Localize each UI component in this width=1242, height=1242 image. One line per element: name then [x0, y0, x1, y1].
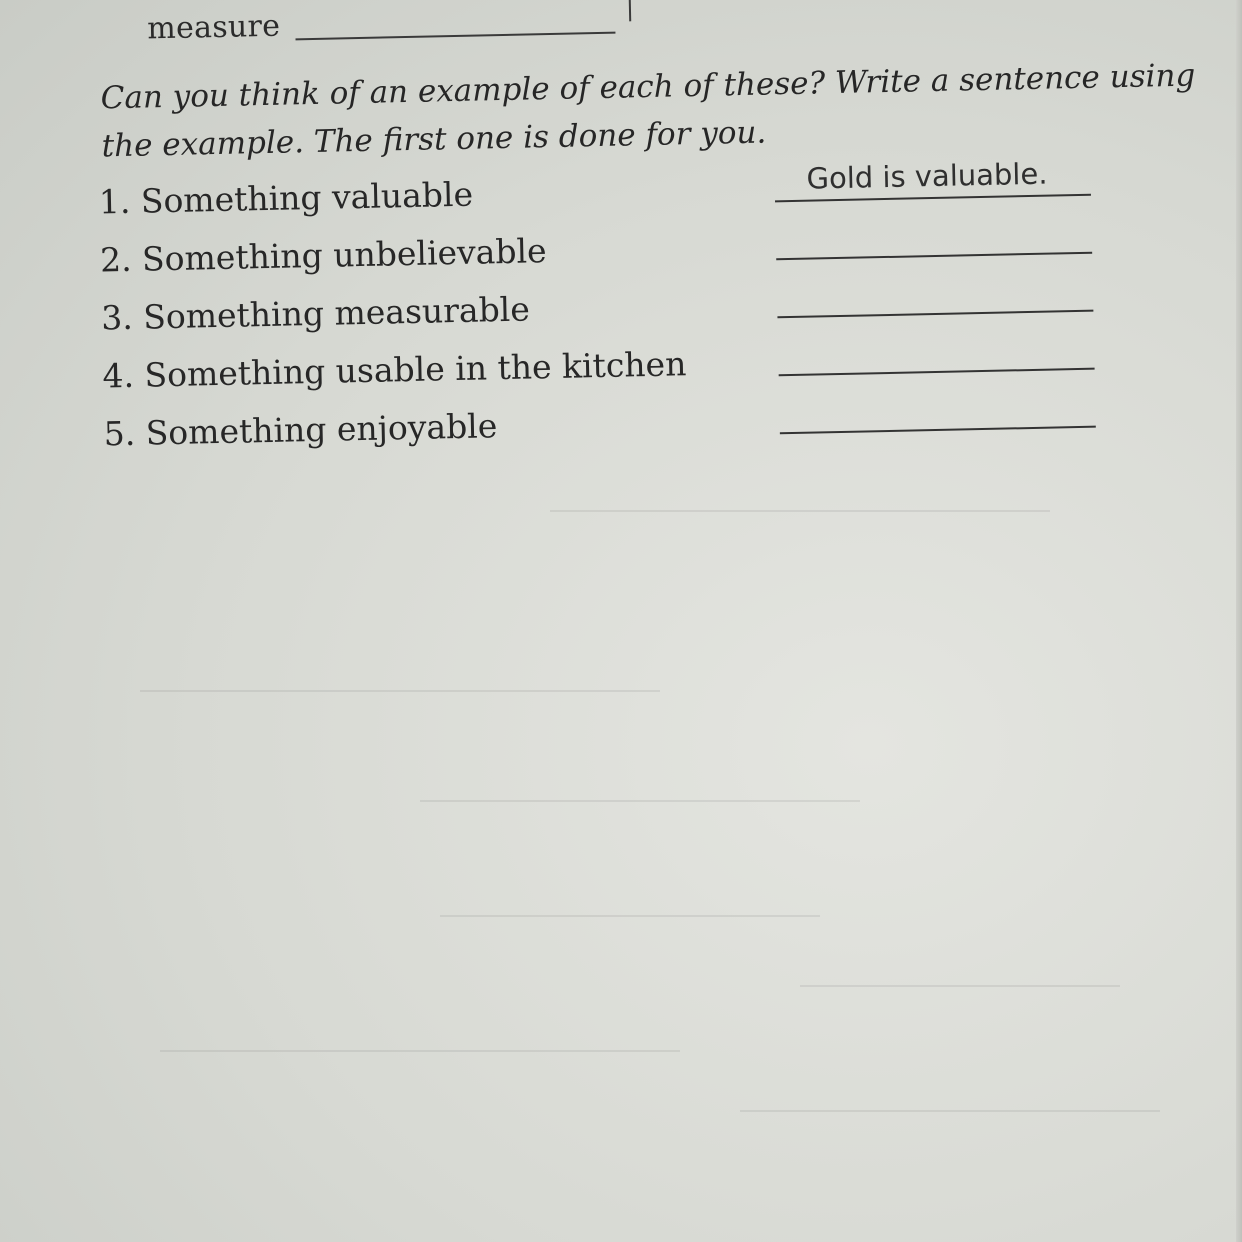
header-blank-line: [296, 32, 616, 41]
instructions: [100, 54, 1196, 171]
answer-blank-line[interactable]: [776, 252, 1092, 261]
answer-blank-line[interactable]: [777, 310, 1093, 319]
exercise-list: [98, 157, 1114, 468]
answer-blank-line[interactable]: [779, 368, 1095, 377]
exercise-label: 2. Something unbelievable: [99, 231, 547, 280]
worksheet-content: [0, 0, 1242, 533]
exercise-label: 1. Something valuable: [98, 174, 474, 222]
exercise-label: 4. Something usable in the kitchen: [102, 344, 687, 396]
exercise-label: 3. Something measurable: [100, 289, 531, 338]
header-divider: [629, 0, 631, 21]
instructions-line-1: Can you think of an example of each of these? Write a sentence using: [100, 57, 1196, 117]
answer-blank-line[interactable]: [780, 426, 1096, 435]
instructions-line-2: the example. The first one is done for you.: [101, 114, 767, 165]
exercise-label: 5. Something enjoyable: [103, 406, 498, 454]
answer-handwritten: Gold is valuable.: [806, 156, 1048, 196]
header-word: measure: [146, 8, 281, 47]
